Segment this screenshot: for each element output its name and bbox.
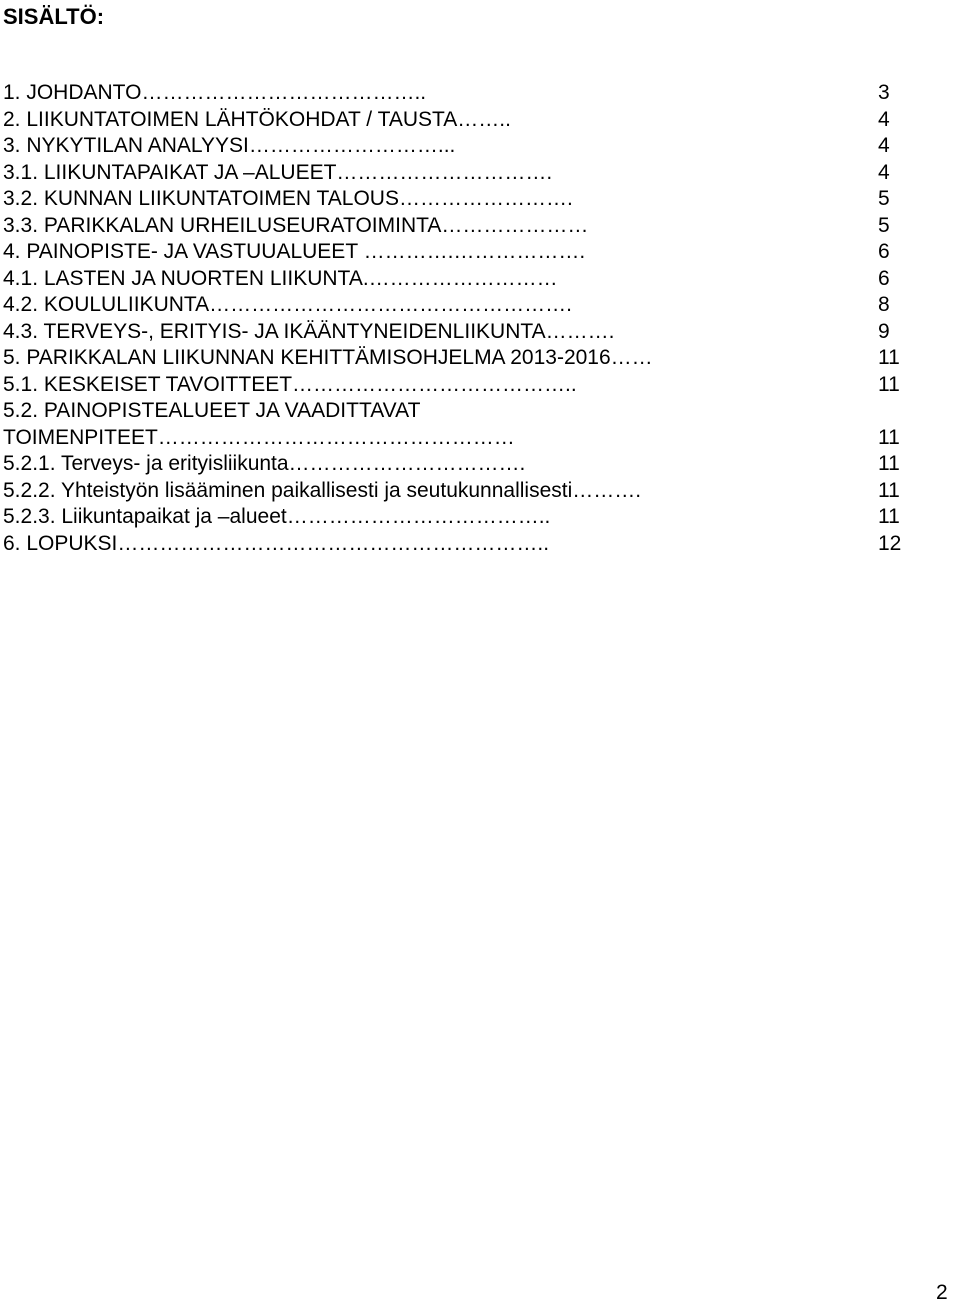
toc-entry-title: 5.2.2. Yhteistyön lisääminen paikallisesti ja seutukunnallisesti………. <box>3 478 642 502</box>
toc-entry-title: 4.2. KOULULIIKUNTA……………………………………………. <box>3 293 573 316</box>
toc-entry-page: 11 <box>878 452 900 475</box>
toc-entry-title: 5.2.3. Liikuntapaikat ja –alueet……………………………….. <box>3 505 551 528</box>
toc-entry-page: 5 <box>878 187 890 210</box>
toc-entry-title: 5. PARIKKALAN LIIKUNNAN KEHITTÄMISOHJELMA 2013-2016…… <box>3 346 653 369</box>
toc-entry-title: 3.1. LIIKUNTAPAIKAT JA –ALUEET…………………………. <box>3 160 553 184</box>
toc-entry-title: 5.1. KESKEISET TAVOITTEET………………………………….. <box>3 372 577 396</box>
toc-entry <box>3 345 908 372</box>
toc-entry-page: 4 <box>878 107 890 131</box>
toc-entry-page: 11 <box>878 372 900 396</box>
toc-entry-title: 3.2. KUNNAN LIIKUNTATOIMEN TALOUS……………………. <box>3 187 573 210</box>
toc-heading: SISÄLTÖ: <box>3 4 105 29</box>
toc-entry <box>3 504 908 531</box>
toc-entry <box>3 451 908 478</box>
toc-entry-page: 9 <box>878 319 890 343</box>
toc-entry-page: 11 <box>878 425 900 449</box>
toc-entry-page: 12 <box>878 531 902 555</box>
toc-entry-page: 11 <box>878 505 900 528</box>
toc-entry-page: 11 <box>878 346 900 369</box>
toc-entry <box>3 160 908 187</box>
toc-entry-title: 5.2. PAINOPISTEALUEET JA VAADITTAVAT <box>3 399 421 422</box>
toc-entry-title: 3.3. PARIKKALAN URHEILUSEURATOIMINTA………………… <box>3 213 589 237</box>
toc-entry <box>3 213 908 240</box>
toc-entry <box>3 239 908 266</box>
toc-entry <box>3 186 908 213</box>
toc-entry <box>3 478 908 505</box>
toc-entry <box>3 292 908 319</box>
toc-entry-title: 2. LIIKUNTATOIMEN LÄHTÖKOHDAT / TAUSTA…….. <box>3 107 511 131</box>
toc-entry <box>3 133 908 160</box>
page-number: 2 <box>936 1281 948 1304</box>
toc-entry <box>3 319 908 346</box>
toc-entry-page: 3 <box>878 81 890 104</box>
toc-entry-title: TOIMENPITEET…………………………………………… <box>3 425 515 449</box>
toc-entry-page: 6 <box>878 240 890 263</box>
toc-entry-page: 8 <box>878 293 890 316</box>
toc-entry <box>3 107 908 134</box>
toc-entry <box>3 266 908 293</box>
toc-entry-page: 4 <box>878 160 890 184</box>
table-of-contents <box>3 80 908 557</box>
toc-entry-page: 5 <box>878 213 890 237</box>
toc-entry-page: 11 <box>878 478 900 502</box>
toc-entry <box>3 372 908 399</box>
toc-entry-title: 1. JOHDANTO………………………………….. <box>3 81 427 104</box>
toc-entry-title: 4.3. TERVEYS-, ERITYIS- JA IKÄÄNTYNEIDENLIIKUNTA………. <box>3 319 615 343</box>
toc-entry-title: 5.2.1. Terveys- ja erityisliikunta……………………………. <box>3 452 526 475</box>
toc-entry <box>3 398 908 425</box>
toc-entry-title: 4. PAINOPISTE- JA VASTUUALUEET ………….………………. <box>3 240 586 263</box>
toc-entry-title: 3. NYKYTILAN ANALYYSI………………………... <box>3 134 456 157</box>
toc-entry-title: 6. LOPUKSI…………………………………………………….. <box>3 531 550 555</box>
toc-entry <box>3 80 908 107</box>
toc-entry-page: 4 <box>878 134 890 157</box>
toc-entry-page: 6 <box>878 266 890 290</box>
toc-entry <box>3 531 908 558</box>
toc-entry-title: 4.1. LASTEN JA NUORTEN LIIKUNTA.……………………… <box>3 266 558 290</box>
toc-entry <box>3 425 908 452</box>
